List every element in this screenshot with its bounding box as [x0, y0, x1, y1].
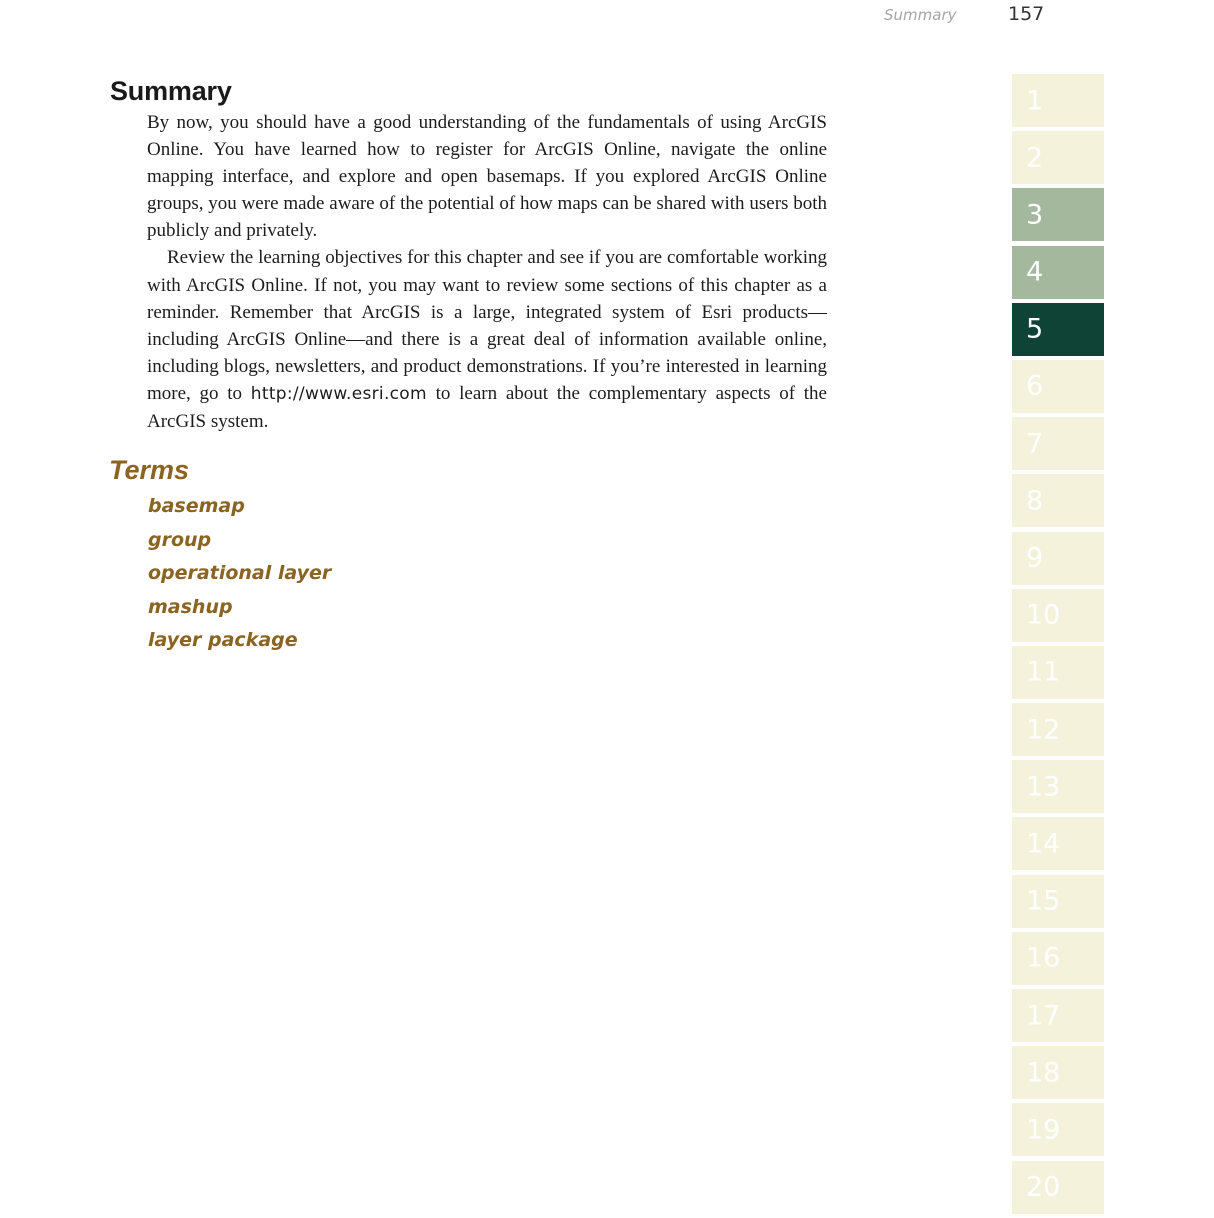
- summary-paragraph-2-end: to learn about the complementary aspects of the ArcGIS system.: [147, 382, 827, 433]
- term-item: basemap: [148, 495, 245, 517]
- chapter-tab-12[interactable]: [1012, 703, 1104, 756]
- chapter-tab-8[interactable]: [1012, 474, 1104, 527]
- term-item: layer package: [148, 629, 298, 651]
- chapter-tab-label: 13: [1026, 771, 1061, 803]
- chapter-tab-20[interactable]: [1012, 1161, 1104, 1214]
- chapter-tab-5[interactable]: [1012, 303, 1104, 356]
- chapter-tab-7[interactable]: [1012, 417, 1104, 470]
- chapter-tab-label: 11: [1026, 656, 1061, 688]
- chapter-tab-label: 7: [1026, 428, 1044, 460]
- summary-body: [147, 109, 827, 435]
- summary-paragraph-1: By now, you should have a good understanding of the fundamentals of using ArcGIS Online. You have learned how to register for ArcGIS Online, navigate the online mapping interface, and explore and open basemaps. If you explored ArcGIS Online groups, you were made aware of the potential of how maps can be shared with users both publicly and privately.: [147, 112, 827, 242]
- chapter-tab-16[interactable]: [1012, 932, 1104, 985]
- chapter-tab-4[interactable]: [1012, 246, 1104, 299]
- term-item: group: [148, 528, 212, 551]
- chapter-tab-label: 16: [1026, 942, 1061, 974]
- chapter-tab-18[interactable]: [1012, 1046, 1104, 1099]
- chapter-tab-label: 3: [1026, 199, 1044, 231]
- chapter-tab-6[interactable]: [1012, 360, 1104, 413]
- chapter-tab-label: 10: [1026, 599, 1061, 631]
- chapter-tab-label: 12: [1026, 714, 1061, 746]
- running-head: [860, 3, 1045, 26]
- page-number: 157: [1008, 3, 1045, 25]
- chapter-tab-15[interactable]: [1012, 875, 1104, 928]
- chapter-tab-label: 18: [1026, 1057, 1061, 1089]
- term-item: mashup: [148, 595, 233, 618]
- terms-list: [148, 490, 331, 658]
- chapter-tabs: [1012, 74, 1104, 1218]
- chapter-tab-label: 6: [1026, 370, 1044, 402]
- chapter-tab-label: 20: [1026, 1171, 1061, 1203]
- chapter-tab-9[interactable]: [1012, 532, 1104, 585]
- summary-paragraph-2-text: Review the learning objectives for this chapter and see if you are comfortable working with ArcGIS Online. If not, you may want to review some sections of this chapter as a reminder. Remember that ArcGIS is a large, integrated system of Esri products—including ArcGIS Online—and there is a great deal of information available online, including blogs, newsletters, and product demonstrations. If you’re interested in learning more, go to: [147, 247, 827, 404]
- chapter-tab-11[interactable]: [1012, 646, 1104, 699]
- chapter-tab-label: 17: [1026, 1000, 1061, 1031]
- chapter-tab-17[interactable]: [1012, 989, 1104, 1042]
- chapter-tab-label: 5: [1026, 313, 1044, 345]
- chapter-tab-19[interactable]: [1012, 1103, 1104, 1156]
- chapter-tab-13[interactable]: [1012, 760, 1104, 813]
- chapter-tab-label: 9: [1026, 542, 1044, 574]
- esri-url-link[interactable]: http://www.esri.com: [250, 383, 427, 404]
- chapter-tab-label: 1: [1026, 85, 1044, 116]
- chapter-tab-3[interactable]: [1012, 188, 1104, 241]
- running-head-section: Summary: [884, 6, 957, 24]
- chapter-tab-label: 14: [1026, 828, 1061, 860]
- terms-heading: Terms: [109, 455, 190, 485]
- chapter-tab-label: 15: [1026, 885, 1061, 917]
- summary-heading: Summary: [110, 76, 232, 106]
- summary-paragraph-2: [147, 244, 827, 435]
- term-item: operational layer: [148, 562, 332, 584]
- chapter-tab-2[interactable]: [1012, 131, 1104, 184]
- chapter-tab-label: 8: [1026, 485, 1044, 517]
- chapter-tab-label: 4: [1026, 256, 1044, 288]
- chapter-tab-10[interactable]: [1012, 589, 1104, 642]
- chapter-tab-label: 2: [1026, 142, 1044, 174]
- chapter-tab-14[interactable]: [1012, 817, 1104, 870]
- chapter-tab-label: 19: [1026, 1114, 1061, 1146]
- chapter-tab-1[interactable]: [1012, 74, 1104, 127]
